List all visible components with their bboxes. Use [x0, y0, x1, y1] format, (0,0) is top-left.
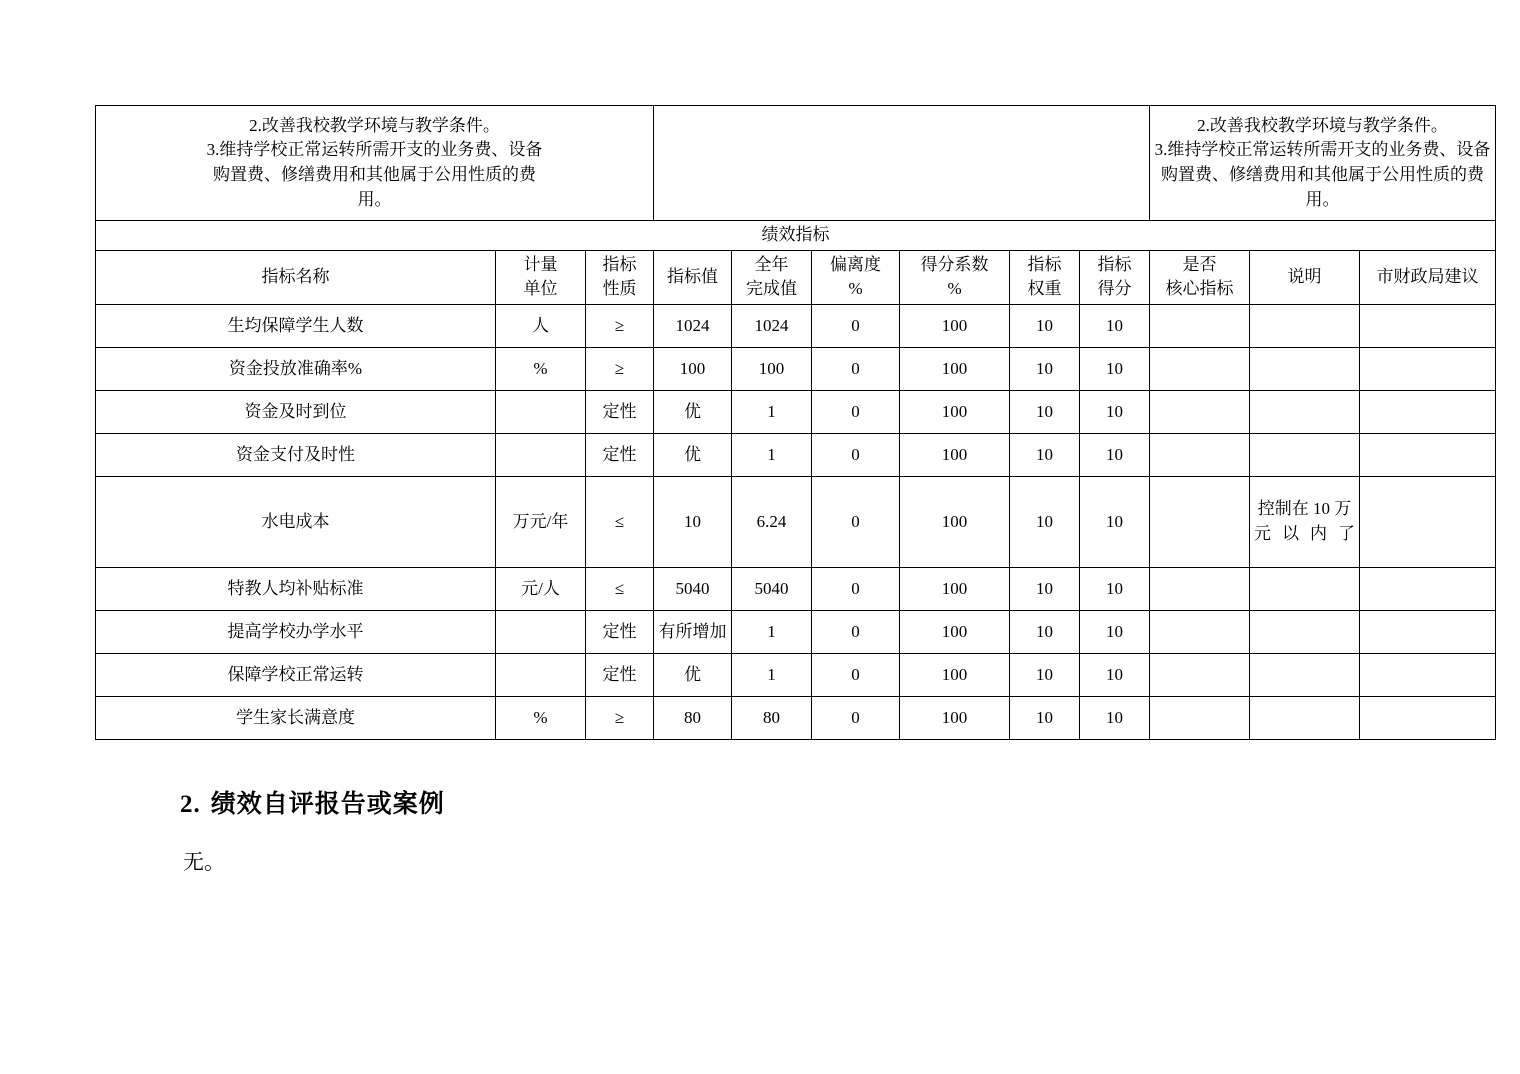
section-title-row	[96, 221, 1496, 251]
cell-deviation: 0	[812, 433, 900, 476]
table-row	[96, 476, 1496, 567]
cell-actual: 1	[732, 610, 812, 653]
header-note	[1250, 250, 1360, 304]
cell-unit	[496, 653, 586, 696]
cell-target: 10	[654, 476, 732, 567]
header-nature	[586, 250, 654, 304]
cell-indicator-name: 学生家长满意度	[96, 696, 496, 739]
header-nature-l1: 指标	[602, 254, 637, 274]
table-header-row	[96, 250, 1496, 304]
header-note-l1: 说明	[1287, 266, 1322, 286]
cell-target: 1024	[654, 304, 732, 347]
cell-note	[1250, 696, 1360, 739]
header-weight-l2: 权重	[1027, 279, 1062, 299]
section-body: 无。	[183, 849, 225, 874]
cell-actual: 80	[732, 696, 812, 739]
cell-unit: 元/人	[496, 567, 586, 610]
table-row	[96, 390, 1496, 433]
cell-coefficient: 100	[900, 696, 1010, 739]
cell-note	[1250, 347, 1360, 390]
cell-indicator-name: 生均保障学生人数	[96, 304, 496, 347]
cell-deviation: 0	[812, 476, 900, 567]
top-middle-blank	[654, 106, 1150, 221]
cell-coefficient: 100	[900, 347, 1010, 390]
cell-core	[1150, 476, 1250, 567]
cell-advice	[1360, 476, 1496, 567]
top-left-line-1: 2.改善我校教学环境与教学条件。	[249, 115, 500, 135]
header-actual-value	[732, 250, 812, 304]
table-row	[96, 433, 1496, 476]
table-row	[96, 696, 1496, 739]
cell-advice	[1360, 390, 1496, 433]
section-title: 绩效自评报告或案例	[210, 790, 445, 818]
cell-deviation: 0	[812, 347, 900, 390]
cell-core	[1150, 390, 1250, 433]
cell-advice	[1360, 696, 1496, 739]
cell-coefficient: 100	[900, 567, 1010, 610]
cell-weight: 10	[1010, 347, 1080, 390]
cell-indicator-name: 提高学校办学水平	[96, 610, 496, 653]
header-score-l2: 得分	[1097, 279, 1132, 299]
cell-actual: 100	[732, 347, 812, 390]
cell-indicator-name: 资金及时到位	[96, 390, 496, 433]
cell-unit: %	[496, 347, 586, 390]
cell-actual: 6.24	[732, 476, 812, 567]
top-left-line-3: 购置费、修缮费用和其他属于公用性质的费	[213, 165, 537, 184]
cell-unit	[496, 610, 586, 653]
header-target-value	[654, 250, 732, 304]
header-target-value-l1: 指标值	[667, 266, 719, 286]
top-right-line-1: 2.改善我校教学环境与教学条件。	[1197, 115, 1448, 135]
header-score	[1080, 250, 1150, 304]
cell-advice	[1360, 610, 1496, 653]
cell-actual: 1024	[732, 304, 812, 347]
cell-core	[1150, 610, 1250, 653]
section-heading	[180, 784, 1425, 820]
table-row	[96, 610, 1496, 653]
cell-coefficient: 100	[900, 304, 1010, 347]
cell-score: 10	[1080, 433, 1150, 476]
cell-advice	[1360, 567, 1496, 610]
cell-note: 控制在 10 万元以内了	[1250, 476, 1360, 567]
header-actual-value-l1: 全年	[754, 254, 789, 274]
top-right-line-3: 购置费、修缮费用和其他属于公用性质的费	[1161, 165, 1485, 184]
header-unit-l2: 单位	[523, 279, 558, 299]
cell-nature: ≤	[586, 476, 654, 567]
cell-note	[1250, 390, 1360, 433]
cell-unit: 人	[496, 304, 586, 347]
header-indicator-name-l1: 指标名称	[261, 266, 330, 286]
header-advice-l1: 市财政局建议	[1376, 266, 1479, 286]
cell-advice	[1360, 347, 1496, 390]
cell-weight: 10	[1010, 304, 1080, 347]
cell-advice	[1360, 653, 1496, 696]
cell-unit: %	[496, 696, 586, 739]
top-left-description	[96, 106, 654, 221]
cell-coefficient: 100	[900, 390, 1010, 433]
cell-core	[1150, 653, 1250, 696]
header-coefficient-l2: %	[947, 279, 962, 299]
cell-score: 10	[1080, 653, 1150, 696]
cell-target: 优	[654, 433, 732, 476]
header-indicator-name	[96, 250, 496, 304]
cell-note	[1250, 567, 1360, 610]
cell-unit	[496, 390, 586, 433]
header-core-indicator-l1: 是否	[1182, 254, 1217, 274]
cell-weight: 10	[1010, 567, 1080, 610]
cell-score: 10	[1080, 476, 1150, 567]
top-description-row	[96, 106, 1496, 221]
cell-nature: 定性	[586, 390, 654, 433]
header-weight	[1010, 250, 1080, 304]
table-row	[96, 653, 1496, 696]
cell-nature: ≥	[586, 347, 654, 390]
header-advice	[1360, 250, 1496, 304]
header-coefficient	[900, 250, 1010, 304]
cell-target: 80	[654, 696, 732, 739]
cell-note	[1250, 653, 1360, 696]
cell-score: 10	[1080, 390, 1150, 433]
cell-deviation: 0	[812, 390, 900, 433]
header-deviation	[812, 250, 900, 304]
performance-indicator-table	[95, 105, 1496, 740]
cell-advice	[1360, 304, 1496, 347]
cell-weight: 10	[1010, 610, 1080, 653]
cell-note	[1250, 304, 1360, 347]
top-right-description	[1150, 106, 1496, 221]
cell-score: 10	[1080, 567, 1150, 610]
cell-unit: 万元/年	[496, 476, 586, 567]
cell-core	[1150, 304, 1250, 347]
cell-target: 优	[654, 390, 732, 433]
cell-nature: 定性	[586, 653, 654, 696]
cell-indicator-name: 资金支付及时性	[96, 433, 496, 476]
header-core-indicator	[1150, 250, 1250, 304]
cell-nature: ≤	[586, 567, 654, 610]
cell-score: 10	[1080, 696, 1150, 739]
cell-indicator-name: 特教人均补贴标准	[96, 567, 496, 610]
cell-target: 有所增加	[654, 610, 732, 653]
header-score-l1: 指标	[1097, 254, 1132, 274]
table-row	[96, 304, 1496, 347]
cell-weight: 10	[1010, 390, 1080, 433]
top-left-line-4: 用。	[357, 189, 392, 209]
table-row	[96, 347, 1496, 390]
header-unit	[496, 250, 586, 304]
cell-core	[1150, 567, 1250, 610]
cell-indicator-name: 保障学校正常运转	[96, 653, 496, 696]
header-deviation-l1: 偏离度	[830, 254, 882, 274]
header-core-indicator-l2: 核心指标	[1165, 279, 1234, 299]
cell-target: 优	[654, 653, 732, 696]
table-row	[96, 567, 1496, 610]
cell-deviation: 0	[812, 696, 900, 739]
top-left-line-2: 3.维持学校正常运转所需开支的业务费、设备	[206, 140, 543, 160]
cell-unit	[496, 433, 586, 476]
cell-core	[1150, 433, 1250, 476]
cell-deviation: 0	[812, 653, 900, 696]
top-right-line-2: 3.维持学校正常运转所需开支的业务费、设备	[1154, 140, 1491, 160]
header-actual-value-l2: 完成值	[746, 279, 798, 299]
cell-nature: ≥	[586, 304, 654, 347]
cell-core	[1150, 347, 1250, 390]
cell-deviation: 0	[812, 567, 900, 610]
cell-weight: 10	[1010, 433, 1080, 476]
cell-note	[1250, 433, 1360, 476]
cell-score: 10	[1080, 347, 1150, 390]
cell-indicator-name: 资金投放准确率%	[96, 347, 496, 390]
header-unit-l1: 计量	[523, 254, 558, 274]
cell-actual: 5040	[732, 567, 812, 610]
cell-coefficient: 100	[900, 610, 1010, 653]
cell-weight: 10	[1010, 696, 1080, 739]
cell-core	[1150, 696, 1250, 739]
cell-actual: 1	[732, 653, 812, 696]
cell-weight: 10	[1010, 476, 1080, 567]
cell-actual: 1	[732, 390, 812, 433]
header-weight-l1: 指标	[1027, 254, 1062, 274]
performance-section-title: 绩效指标	[96, 221, 1496, 251]
cell-coefficient: 100	[900, 476, 1010, 567]
section-number: 2.	[180, 790, 201, 818]
top-right-line-4: 用。	[1305, 189, 1340, 209]
document-content	[95, 105, 1491, 876]
cell-coefficient: 100	[900, 433, 1010, 476]
cell-target: 100	[654, 347, 732, 390]
cell-weight: 10	[1010, 653, 1080, 696]
cell-note	[1250, 610, 1360, 653]
cell-indicator-name: 水电成本	[96, 476, 496, 567]
cell-score: 10	[1080, 304, 1150, 347]
cell-advice	[1360, 433, 1496, 476]
cell-actual: 1	[732, 433, 812, 476]
cell-coefficient: 100	[900, 653, 1010, 696]
cell-score: 10	[1080, 610, 1150, 653]
header-deviation-l2: %	[848, 279, 863, 299]
cell-deviation: 0	[812, 304, 900, 347]
header-nature-l2: 性质	[602, 279, 637, 299]
cell-nature: 定性	[586, 610, 654, 653]
header-coefficient-l1: 得分系数	[920, 254, 989, 274]
cell-nature: ≥	[586, 696, 654, 739]
cell-target: 5040	[654, 567, 732, 610]
cell-deviation: 0	[812, 610, 900, 653]
cell-nature: 定性	[586, 433, 654, 476]
